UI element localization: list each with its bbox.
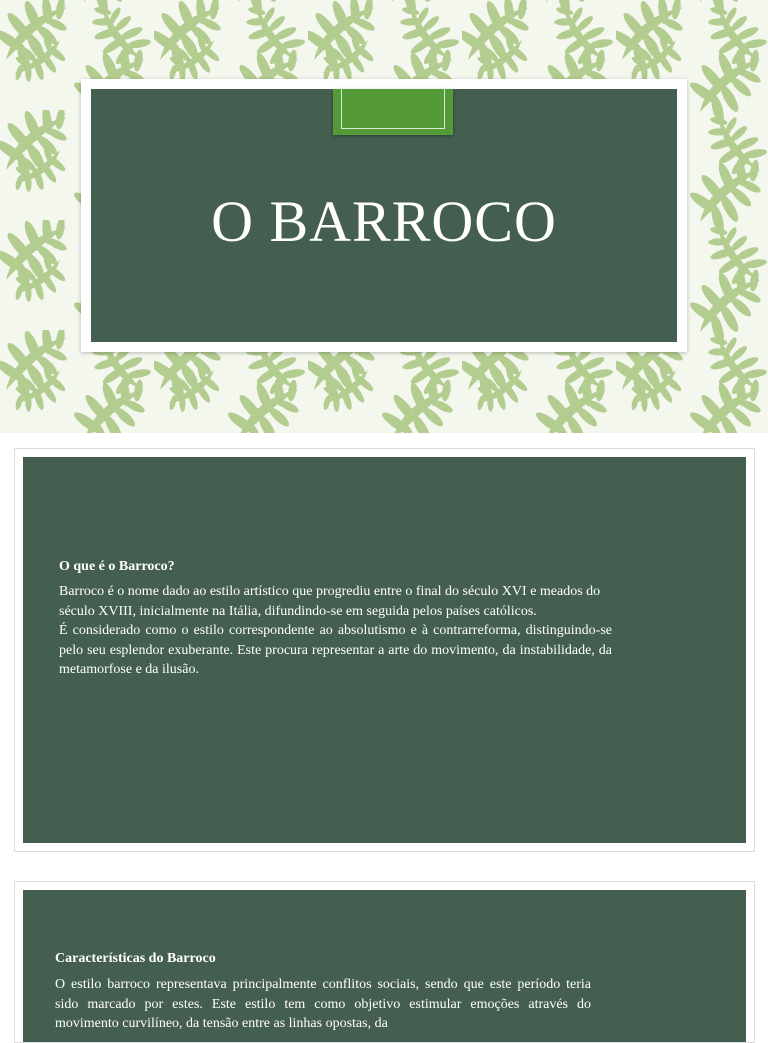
paragraph: Barroco é o nome dado ao estilo artístico que progrediu entre o final do século XVI e meados do século XVIII, inicialmente na Itália, difundindo-se em seguida pelos países católicos. — [59, 584, 601, 619]
slide-title: O BARROCO — [211, 189, 557, 254]
slide-o-que-e — [14, 448, 755, 852]
paragraph: É considerado como o estilo correspondente ao absolutismo e à contrarreforma, distinguindo-se pelo seu esplendor exuberante. Este procura representar a arte do movimento, da instabilidade, da metamorfose e da ilusão. — [59, 623, 612, 677]
section-heading: O que é o Barroco? — [59, 559, 175, 574]
section-body — [59, 582, 612, 680]
title-slide — [0, 0, 768, 433]
title-frame — [81, 79, 687, 352]
section-body — [55, 975, 591, 1034]
title-accent-tab — [333, 89, 453, 135]
content-panel — [23, 457, 746, 843]
title-panel — [91, 89, 677, 342]
section-heading: Características do Barroco — [55, 951, 216, 966]
paragraph: O estilo barroco representava principalmente conflitos sociais, sendo que este período teria sido marcado por estes. Este estilo tem como objetivo estimular emoções através do movimento curvilíneo, da tensão entre as linhas opostas, da — [55, 977, 591, 1031]
content-panel — [23, 890, 746, 1042]
slide-caracteristicas — [14, 881, 755, 1043]
